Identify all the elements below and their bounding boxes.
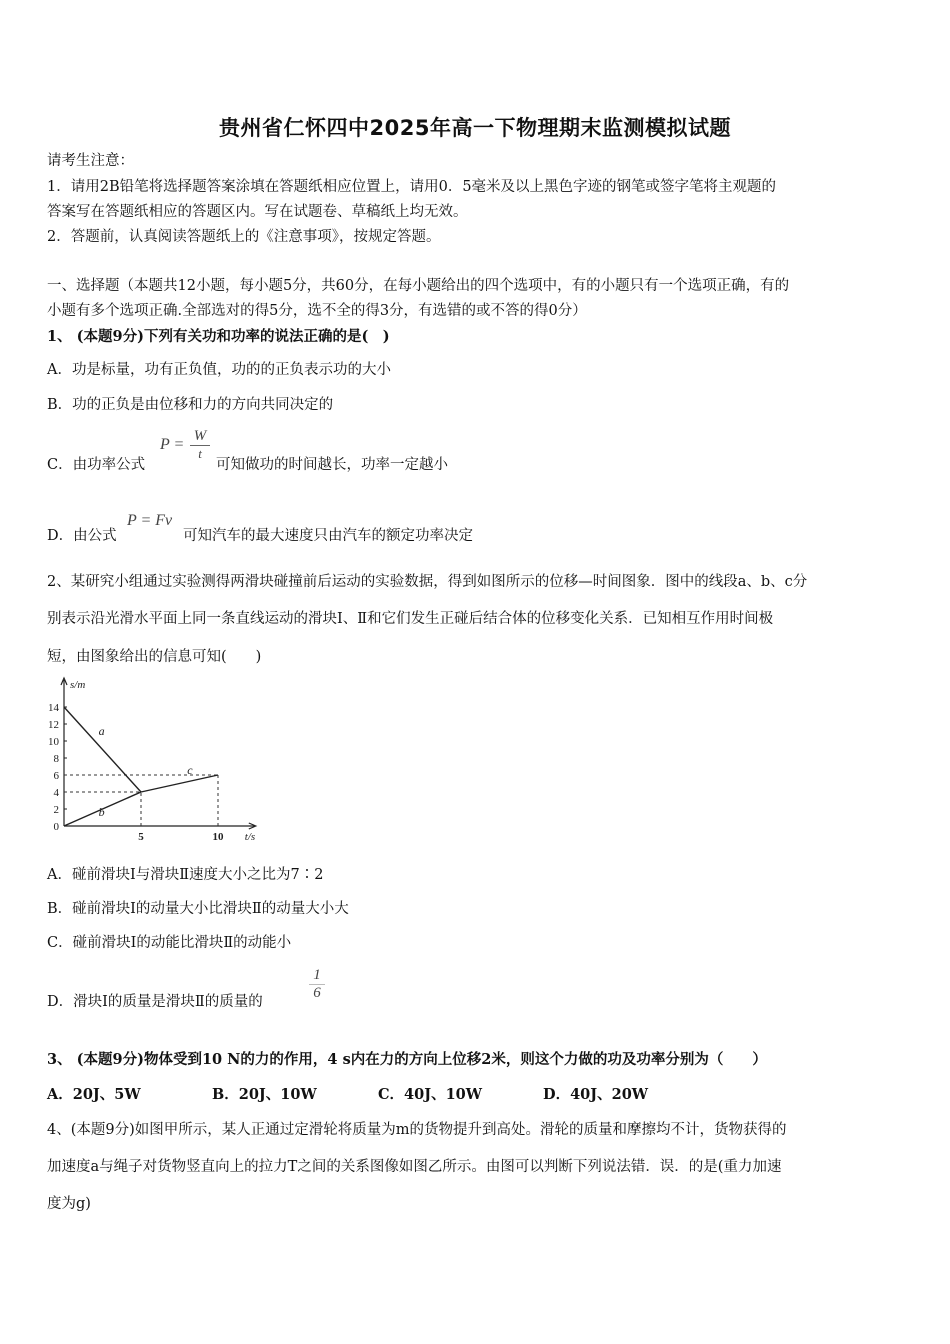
- y-tick-label: 0: [53, 821, 59, 833]
- q4-stem-line-2: 加速度a与绳子对货物竖直向上的拉力T之间的关系图像如图乙所示。由图可以判断下列说法错．误．的是(重力加速: [47, 1159, 782, 1175]
- q2-option-b: B．碰前滑块Ⅰ的动量大小比滑块Ⅱ的动量大小大: [47, 901, 349, 917]
- y-axis-label: s/m: [70, 679, 86, 691]
- q2-option-a: A．碰前滑块Ⅰ与滑块Ⅱ速度大小之比为7∶2: [47, 867, 324, 883]
- y-tick-label: 4: [53, 787, 59, 799]
- y-tick-label: 14: [48, 702, 59, 714]
- q3-option-b: B．20J、10W: [212, 1086, 317, 1103]
- series-label-a: a: [98, 724, 105, 739]
- q1-stem: 1、 (本题9分)下列有关功和功率的说法正确的是( ): [47, 328, 390, 345]
- fraction-numerator: 1: [313, 967, 321, 983]
- q2-option-d-prefix: D．滑块Ⅰ的质量是滑块Ⅱ的质量的: [47, 994, 263, 1010]
- q2-stem-line-2: 别表示沿光滑水平面上同一条直线运动的滑块Ⅰ、Ⅱ和它们发生正碰后结合体的位移变化关系．已知相互作用时间极: [47, 611, 774, 627]
- q1-option-c-text: 可知做功的时间越长，功率一定越小: [216, 457, 448, 473]
- q2-option-c: C．碰前滑块Ⅰ的动能比滑块Ⅱ的动能小: [47, 935, 292, 951]
- fraction-denominator: t: [198, 446, 202, 461]
- fraction-numerator: W: [193, 428, 207, 444]
- q1-option-d-text: 可知汽车的最大速度只由汽车的额定功率决定: [183, 528, 473, 544]
- q1-option-a: A．功是标量，功有正负值，功的的正负表示功的大小: [47, 362, 391, 378]
- notice-line-1a: 1．请用2B铅笔将选择题答案涂填在答题纸相应位置上，请用0．5毫米及以上黑色字迹的钢笔或签字笔将主观题的: [47, 179, 777, 195]
- series-label-c: c: [187, 763, 193, 778]
- notice-heading: 请考生注意：: [47, 153, 134, 169]
- x-tick-label: 10: [212, 831, 224, 843]
- q3-option-d: D．40J、20W: [543, 1086, 649, 1103]
- q4-stem-line-3: 度为g): [47, 1196, 91, 1212]
- q3-option-a: A．20J、5W: [47, 1086, 141, 1103]
- series-label-b: b: [98, 804, 105, 819]
- y-tick-label: 12: [48, 719, 59, 731]
- q2-stem-line-1: 2、某研究小组通过实验测得两滑块碰撞前后运动的实验数据，得到如图所示的位移—时间图象．图中的线段a、b、c分: [47, 574, 808, 590]
- page-title: 贵州省仁怀四中2025年高一下物理期末监测模拟试题: [219, 116, 731, 140]
- q1-option-b: B．功的正负是由位移和力的方向共同决定的: [47, 397, 334, 413]
- q2-stem-line-3: 短，由图象给出的信息可知( ): [47, 649, 262, 665]
- q4-stem-line-1: 4、(本题9分)如图甲所示，某人正通过定滑轮将质量为m的货物提升到高处。滑轮的质量和摩擦均不计，货物获得的: [47, 1122, 787, 1138]
- y-tick-label: 6: [53, 770, 59, 782]
- y-tick-label: 2: [53, 804, 59, 816]
- x-tick-label: 5: [138, 831, 144, 843]
- chart-layer: [48, 678, 256, 843]
- q3-stem: 3、 (本题9分)物体受到10 N的力的作用，4 s内在力的方向上位移2米，则这个力做的功及功率分别为（ ）: [47, 1051, 767, 1068]
- position-time-graph: [40, 674, 280, 846]
- q1-option-c-prefix: C．由功率公式: [47, 457, 146, 473]
- q1-option-c-formula-lhs: P =: [160, 436, 185, 453]
- fraction-denominator: 6: [313, 985, 321, 1001]
- series-line-a: [64, 707, 141, 792]
- notice-line-1b: 答案写在答题纸相应的答题区内。写在试题卷、草稿纸上均无效。: [47, 204, 468, 220]
- section-heading-line-2: 小题有多个选项正确.全部选对的得5分，选不全的得3分，有选错的或不答的得0分）: [47, 303, 587, 319]
- q1-option-d-formula: P = Fv: [127, 512, 173, 529]
- x-axis-label: t/s: [244, 831, 256, 843]
- notice-line-2: 2．答题前，认真阅读答题纸上的《注意事项》，按规定答题。: [47, 229, 441, 245]
- y-tick-label: 8: [53, 753, 59, 765]
- section-heading-line-1: 一、选择题（本题共12小题，每小题5分，共60分，在每小题给出的四个选项中，有的小题只有一个选项正确，有的: [47, 278, 790, 294]
- y-tick-label: 10: [48, 736, 59, 748]
- q2-option-d-fraction: [309, 967, 325, 1000]
- q1-option-d-prefix: D．由公式: [47, 528, 117, 544]
- q1-option-c-fraction: [190, 428, 210, 461]
- q3-option-c: C．40J、10W: [378, 1086, 483, 1103]
- series-line-c: [141, 775, 218, 792]
